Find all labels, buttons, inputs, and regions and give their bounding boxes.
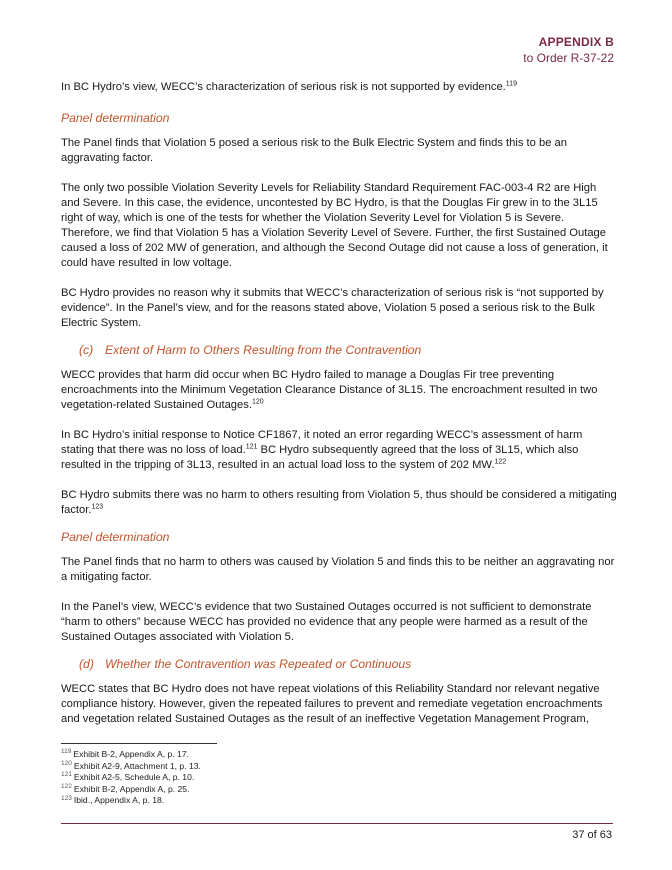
heading-text: Whether the Contravention was Repeated or Continuous (105, 657, 412, 671)
paragraph-text: BC Hydro subsequently agreed that the loss of 3L15, which also resulted in the tripping of 3L13, resulted in an actual load loss to the system of 202 MW. (61, 444, 579, 471)
footnote-text: Ibid., Appendix A, p. 18. (73, 795, 165, 806)
heading-text: Extent of Harm to Others Resulting from the Contravention (105, 343, 422, 357)
paragraph: In the Panel’s view, WECC’s evidence that two Sustained Outages occurred is not sufficient to demonstrate “harm to others” because WECC has provided no evidence that any people were harmed as a result of the Sustained Outages associated with Violation 5. (61, 601, 592, 643)
paragraph (61, 80, 617, 95)
footnote-text: Exhibit B-2, Appendix A, p. 25. (73, 783, 190, 794)
paragraph (61, 488, 617, 518)
footnote-ref[interactable]: 121 (245, 443, 258, 451)
section-heading-d (79, 656, 617, 672)
footer-divider (61, 823, 613, 824)
paragraph-text: In BC Hydro’s view, WECC’s characterization of serious risk is not supported by evidence. (61, 81, 506, 93)
paragraph: BC Hydro provides no reason why it submits that WECC’s characterization of serious risk is “not supported by evidence”. In the Panel’s view, and for the reasons stated above, Violation 5 posed a serious risk to the Bulk Electric System. (61, 287, 604, 329)
footnote-item (61, 795, 201, 807)
footnote-item (61, 749, 201, 761)
footnote-number: 122 (61, 782, 72, 790)
paragraph (61, 368, 617, 413)
footnote-text: Exhibit A2-5, Schedule A, p. 10. (73, 772, 195, 783)
order-reference: to Order R-37-22 (523, 51, 614, 65)
appendix-label: APPENDIX B (538, 35, 614, 49)
footnote-ref[interactable]: 119 (505, 80, 517, 88)
paragraph-text: In BC Hydro’s initial response to Notice CF1867, it noted an error regarding WECC’s assessment of harm stating that there was no loss of load. (61, 429, 583, 456)
footnote-text: Exhibit B-2, Appendix A, p. 17. (73, 749, 189, 759)
footnote-item (61, 772, 201, 784)
paragraph: The only two possible Violation Severity Levels for Reliability Standard Requirement FAC-003-4 R2 are High and Severe. In this case, the evidence, uncontested by BC Hydro, is that the Douglas Fir grew in to the 3L15 right of way, which is one of the tests for whether the Violation Severity Level for Violation 5 is Severe. Therefore, we find that Violation 5 has a Violation Severity Level of Severe. Further, the first Sustained Outage caused a loss of 202 MW of generation, and although the Second Outage did not cause a loss of generation, it could have resulted in low voltage. (61, 182, 608, 269)
footnote-number: 123 (61, 794, 72, 802)
heading-label: (c) (79, 343, 94, 357)
paragraph: The Panel finds that Violation 5 posed a serious risk to the Bulk Electric System and finds this to be an aggravating factor. (61, 137, 567, 164)
section-heading: Panel determination (61, 530, 170, 544)
footnote-item (61, 761, 201, 773)
footnote-number: 119 (61, 748, 72, 756)
footnote-text: Exhibit A2-9, Attachment 1, p. 13. (73, 760, 201, 771)
footnote-number: 120 (61, 759, 72, 767)
footnote-divider (61, 743, 217, 744)
footnote-ref[interactable]: 123 (91, 503, 104, 511)
page-number: 37 of 63 (572, 829, 612, 841)
paragraph: The Panel finds that no harm to others was caused by Violation 5 and finds this to be neither an aggravating nor a mitigating factor. (61, 556, 615, 583)
page-header (523, 34, 614, 66)
footnotes (61, 749, 201, 807)
section-heading-c (79, 342, 617, 358)
heading-label: (d) (79, 657, 94, 671)
footnote-ref[interactable]: 122 (494, 458, 507, 466)
footnote-number: 121 (61, 771, 72, 779)
body-text (61, 80, 617, 742)
footnote-ref[interactable]: 120 (251, 398, 264, 406)
footnote-item (61, 784, 201, 796)
section-heading: Panel determination (61, 111, 170, 125)
paragraph: WECC states that BC Hydro does not have repeat violations of this Reliability Standard nor relevant negative compliance history. However, given the repeated failures to prevent and remediate vegetation encroachments and vegetation related Sustained Outages as the result of an ineffective Vegetation Management Program, (61, 683, 603, 725)
paragraph (61, 428, 617, 473)
paragraph-text: WECC provides that harm did occur when BC Hydro failed to manage a Douglas Fir tree preventing encroachments into the Minimum Vegetation Clearance Distance of 3L15. The encroachment resulted in two vegetation-related Sustained Outages. (61, 369, 598, 411)
paragraph-text: BC Hydro submits there was no harm to others resulting from Violation 5, thus should be considered a mitigating factor. (61, 489, 617, 516)
